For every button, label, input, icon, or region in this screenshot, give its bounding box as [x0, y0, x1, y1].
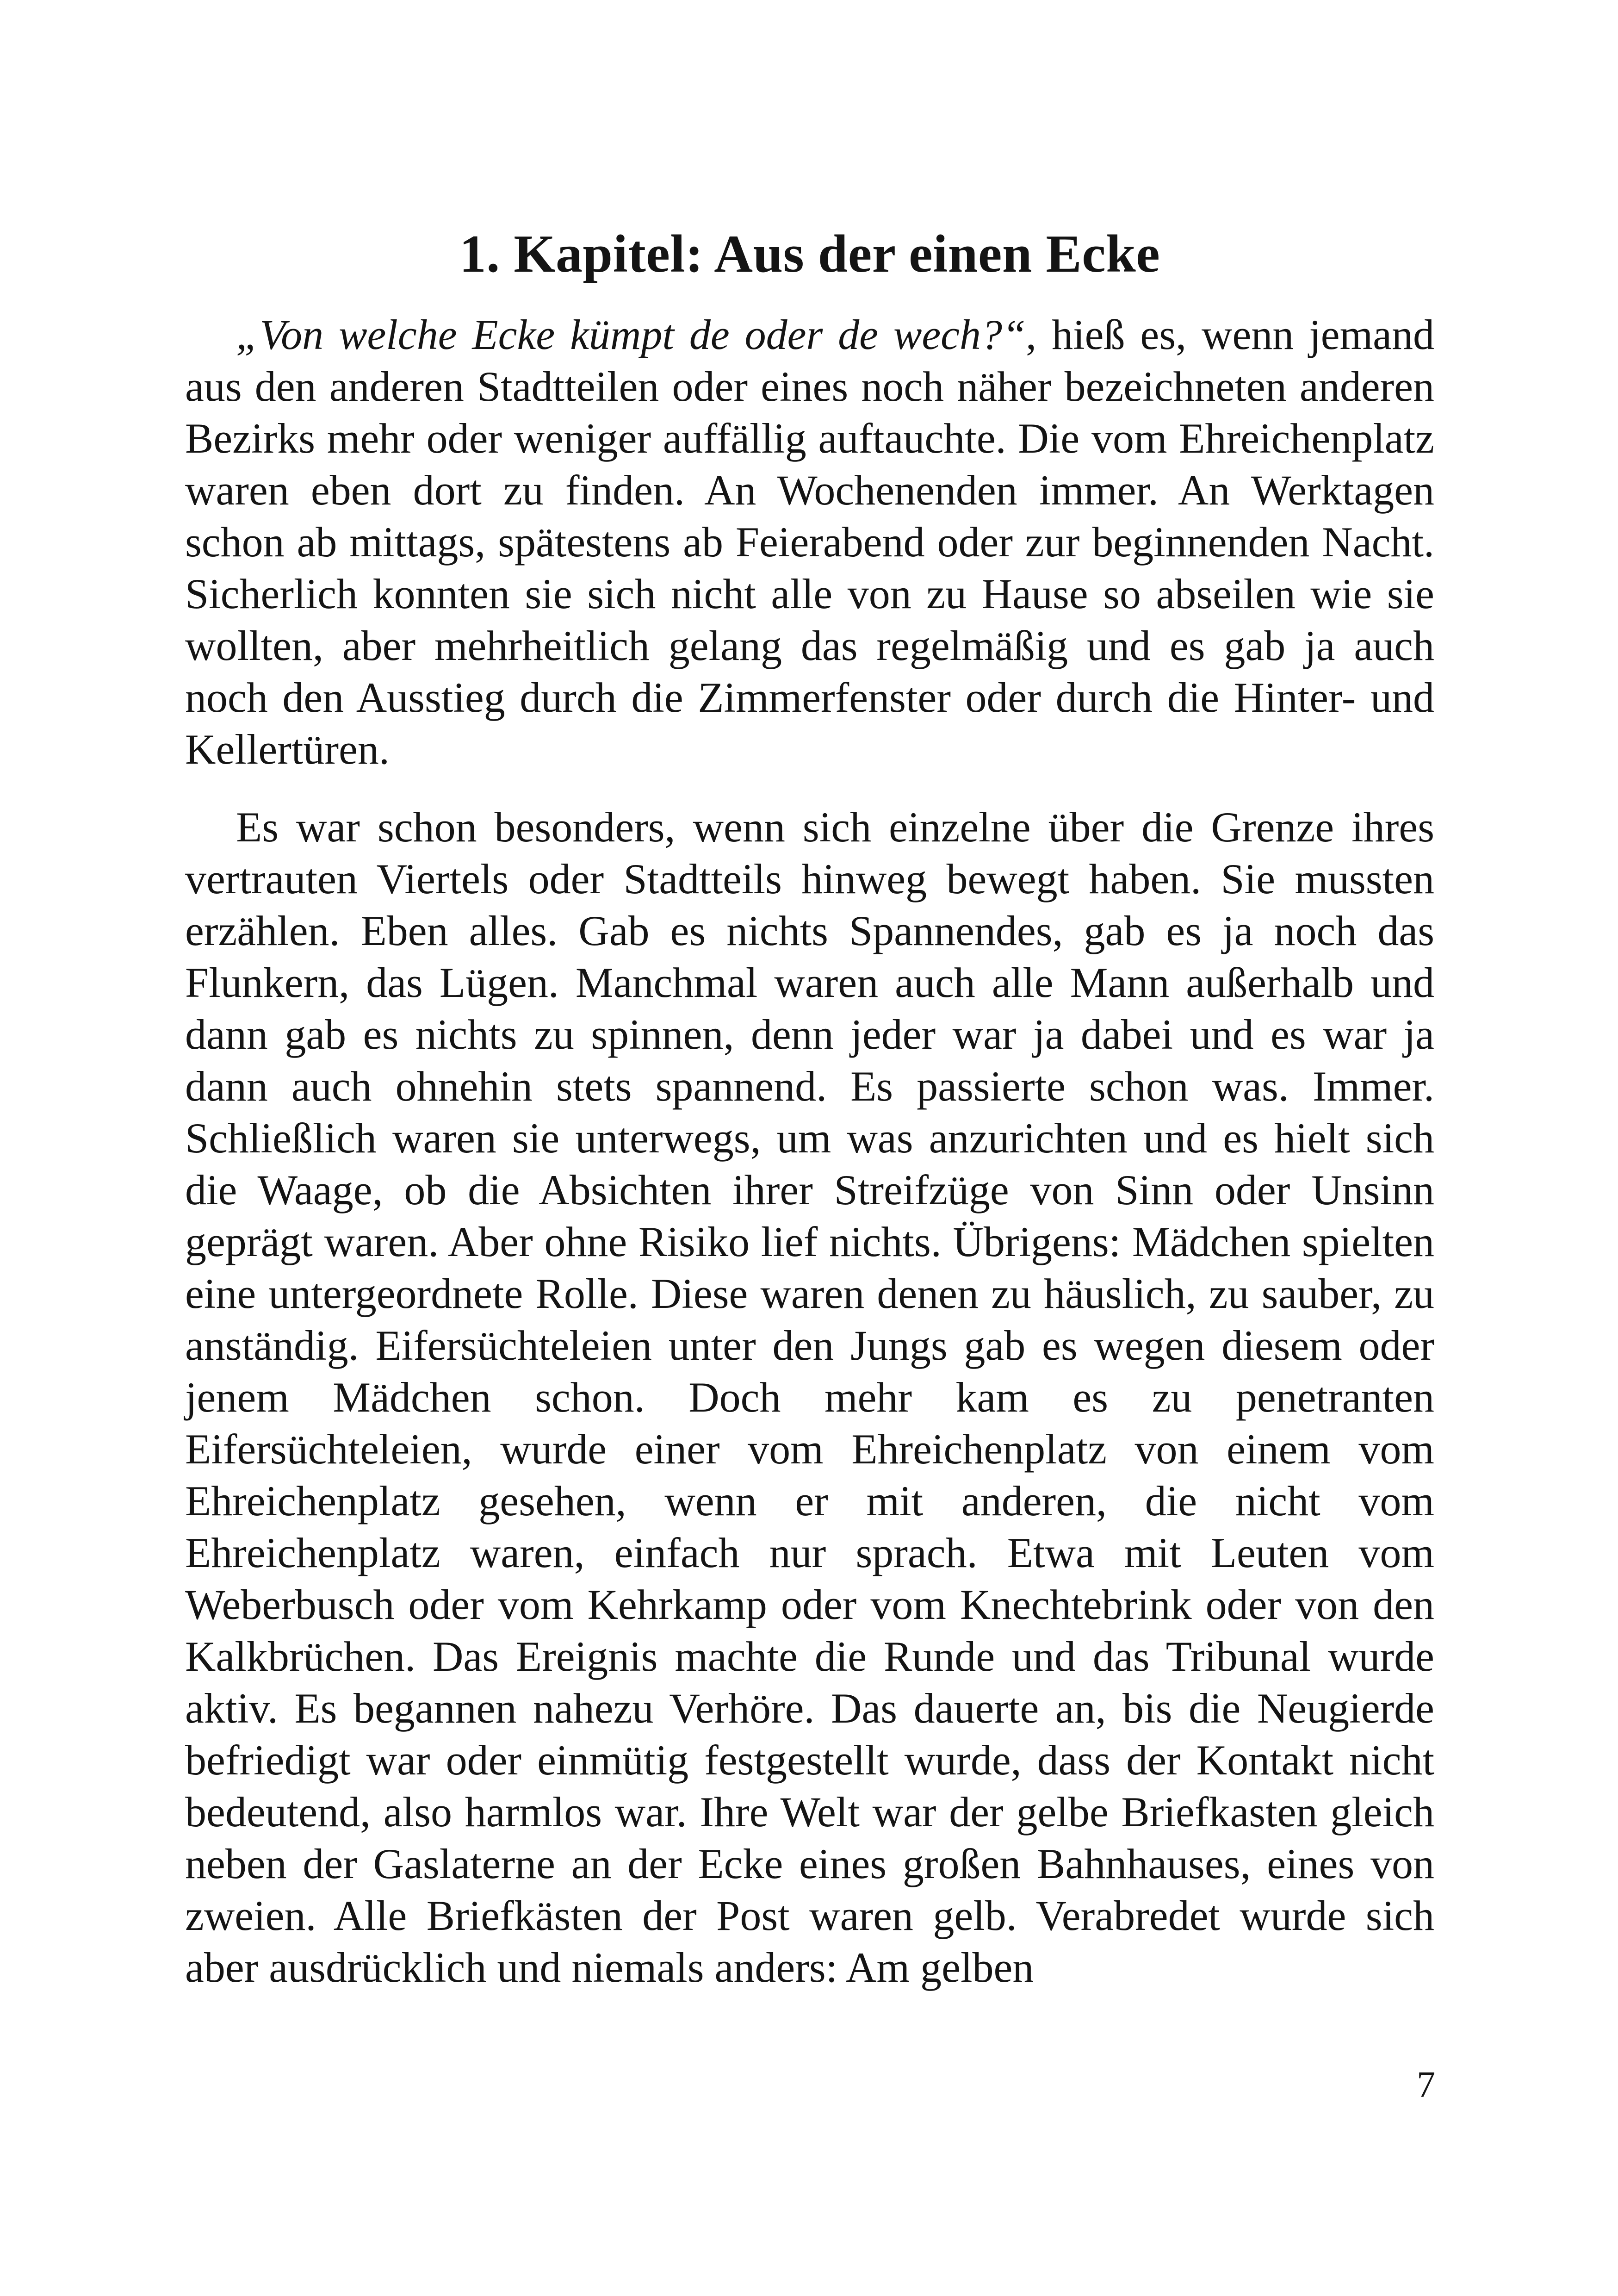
dialect-quote: „Von welche Ecke kümpt de oder de wech?“ [236, 311, 1026, 359]
paragraph-1 [185, 309, 1434, 775]
chapter-title: 1. Kapitel: Aus der einen Ecke [459, 224, 1160, 284]
paragraph-1-text: , hieß es, wenn jemand aus den anderen Stadtteilen oder eines noch näher bezeichneten anderen Bezirks mehr oder weniger auffällig auftauchte. Die vom Ehreichenplatz waren eben dort zu finden. An Wochenenden immer. An Werktagen schon ab mittags, spätestens ab Feierabend oder zur beginnenden Nacht. Sicherlich konnten sie sich nicht alle von zu Hause so abseilen wie sie wollten, aber mehrheitlich gelang das regelmäßig und es gab ja auch noch den Ausstieg durch die Zimmerfenster oder durch die Hinter- und Kellertüren. [185, 311, 1434, 773]
book-page [185, 222, 1434, 1993]
paragraph-2: Es war schon besonders, wenn sich einzelne über die Grenze ihres vertrauten Viertels oder Stadtteils hinweg bewegt haben. Sie mussten erzählen. Eben alles. Gab es nichts Spannendes, gab es ja noch das Flunkern, das Lügen. Manchmal waren auch alle Mann außerhalb und dann gab es nichts zu spinnen, denn jeder war ja dabei und es war ja dann auch ohnehin stets spannend. Es passierte schon was. Immer. Schließlich waren sie unterwegs, um was anzurichten und es hielt sich die Waage, ob die Absichten ihrer Streifzüge von Sinn oder Unsinn geprägt waren. Aber ohne Risiko lief nichts. Übrigens: Mädchen spielten eine untergeordnete Rolle. Diese waren denen zu häuslich, zu sauber, zu anständig. Eifersüchteleien unter den Jungs gab es wegen diesem oder jenem Mädchen schon. Doch mehr kam es zu penetranten Eifersüchteleien, wurde einer vom Ehreichenplatz von einem vom Ehreichenplatz gesehen, wenn er mit anderen, die nicht vom Ehreichenplatz waren, einfach nur sprach. Etwa mit Leuten vom Weberbusch oder vom Kehrkamp oder vom Knechtebrink oder von den Kalkbrüchen. Das Ereignis machte die Runde und das Tribunal wurde aktiv. Es begannen nahezu Verhöre. Das dauerte an, bis die Neugierde befriedigt war oder einmütig festgestellt wurde, dass der Kontakt nicht bedeutend, also harmlos war. Ihre Welt war der gelbe Briefkasten gleich neben der Gaslaterne an der Ecke eines großen Bahnhauses, eines von zweien. Alle Briefkästen der Post waren gelb. Verabredet wurde sich aber ausdrücklich und niemals anders: Am gelben [185, 803, 1434, 1991]
page-number: 7 [1417, 2065, 1435, 2105]
